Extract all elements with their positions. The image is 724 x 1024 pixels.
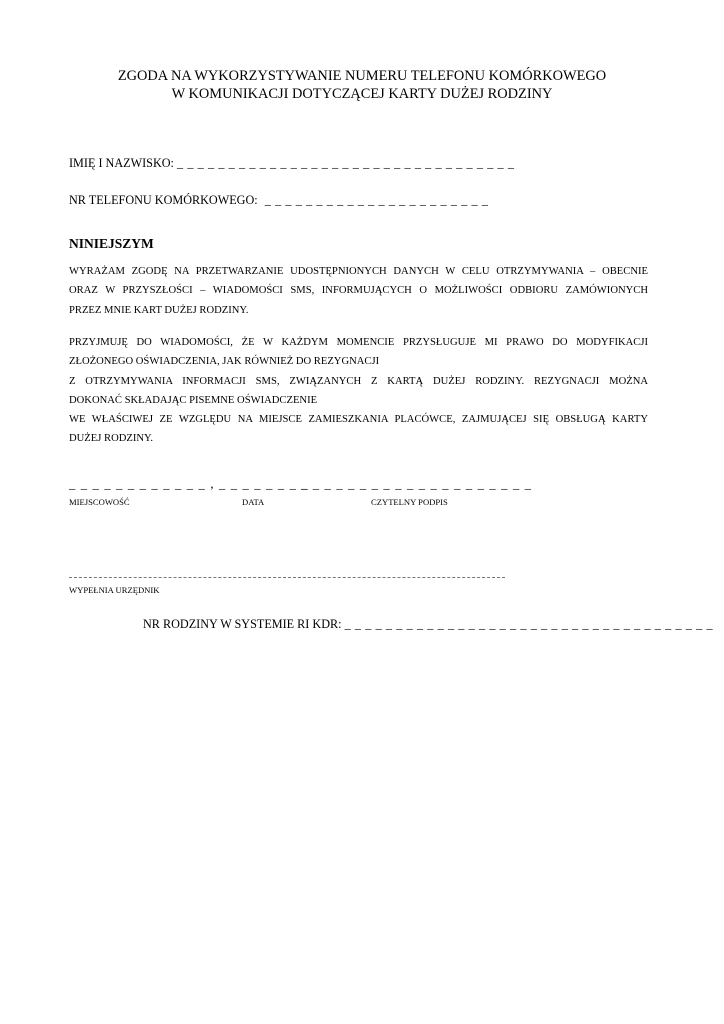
signature-blank[interactable]: _ _ _ _ _ _ _ _ _ _ _ _ _ _ _ _ _ _ _ _ xyxy=(301,477,533,491)
title-line-1: ZGODA NA WYKORZYSTYWANIE NUMERU TELEFONU KOMÓRKOWEGO xyxy=(117,68,607,84)
paragraph-2-line-3: Z OTRZYMYWANIA INFORMACJI SMS, ZWIĄZANYCH Z KARTĄ DUŻEJ RODZINY. REZYGNACJI MOŻNA xyxy=(69,375,648,387)
phone-field-label: NR TELEFONU KOMÓRKOWEGO: xyxy=(69,193,258,207)
date-label: DATA xyxy=(242,497,265,507)
paragraph-2-line-4: DOKONAĆ SKŁADAJĄC PISEMNE OŚWIADCZENIE xyxy=(69,394,318,406)
name-field-row xyxy=(69,156,515,171)
paragraph-1-line-1: WYRAŻAM ZGODĘ NA PRZETWARZANIE UDOSTĘPNIONYCH DANYCH W CELU OTRZYMYWANIA – OBECNIE xyxy=(69,266,648,277)
paragraph-2-line-2: ZŁOŻONEGO OŚWIADCZENIA, JAK RÓWNIEŻ DO REZYGNACJI xyxy=(69,356,380,368)
clerk-section-divider xyxy=(69,577,505,578)
phone-field-row xyxy=(69,193,489,208)
name-field-label: IMIĘ I NAZWISKO: xyxy=(69,156,174,170)
paragraph-2-line-6: DUŻEJ RODZINY. xyxy=(69,433,153,445)
section-heading: NINIEJSZYM xyxy=(69,236,154,251)
paragraph-2-line-5: WE WŁAŚCIWEJ ZE WZGLĘDU NA MIEJSCE ZAMIESZKANIA PLACÓWCE, ZAJMUJĄCEJ SIĘ OBSŁUGĄ KARTY xyxy=(69,414,648,426)
date-blank[interactable]: _ _ _ _ _ _ _ _ xyxy=(218,477,309,491)
signature-label: CZYTELNY PODPIS xyxy=(371,497,448,507)
signature-blanks-row xyxy=(69,477,309,492)
clerk-section-label: WYPEŁNIA URZĘDNIK xyxy=(69,585,160,595)
title-line-2: W KOMUNIKACJI DOTYCZĄCEJ KARTY DUŻEJ RODZINY xyxy=(171,86,553,102)
place-date-separator: , xyxy=(210,477,215,491)
kdr-number-blank[interactable]: _ _ _ _ _ _ _ _ _ _ _ _ _ _ _ _ _ _ _ _ _ _ _ _ _ _ _ _ _ _ _ _ _ _ _ _ xyxy=(344,617,714,631)
name-field-blank[interactable]: _ _ _ _ _ _ _ _ _ _ _ _ _ _ _ _ _ _ _ _ _ _ _ _ _ _ _ _ _ _ _ _ _ xyxy=(176,156,515,170)
phone-field-blank[interactable]: _ _ _ _ _ _ _ _ _ _ _ _ _ _ _ _ _ _ _ _ _ _ xyxy=(264,193,489,207)
place-label: MIEJSCOWOŚĆ xyxy=(69,497,130,507)
kdr-number-label: NR RODZINY W SYSTEMIE RI KDR: xyxy=(143,617,342,631)
paragraph-1-line-3: PRZEZ MNIE KART DUŻEJ RODZINY. xyxy=(69,304,249,316)
acknowledgement-paragraph xyxy=(69,333,648,449)
paragraph-2-line-1: PRZYJMUJĘ DO WIADOMOŚCI, ŻE W KAŻDYM MOMENCIE PRZYSŁUGUJE MI PRAWO DO MODYFIKACJI xyxy=(69,337,648,348)
paragraph-1-line-2: ORAZ W PRZYSZŁOŚCI – WIADOMOŚCI SMS, INFORMUJĄCYCH O MOŻLIWOŚCI ODBIORU ZAMÓWIONYCH xyxy=(69,285,648,297)
consent-paragraph xyxy=(69,262,648,320)
place-blank[interactable]: _ _ _ _ _ _ _ _ _ _ _ _ xyxy=(69,477,206,491)
document-title xyxy=(0,67,724,103)
kdr-number-row xyxy=(143,617,713,632)
